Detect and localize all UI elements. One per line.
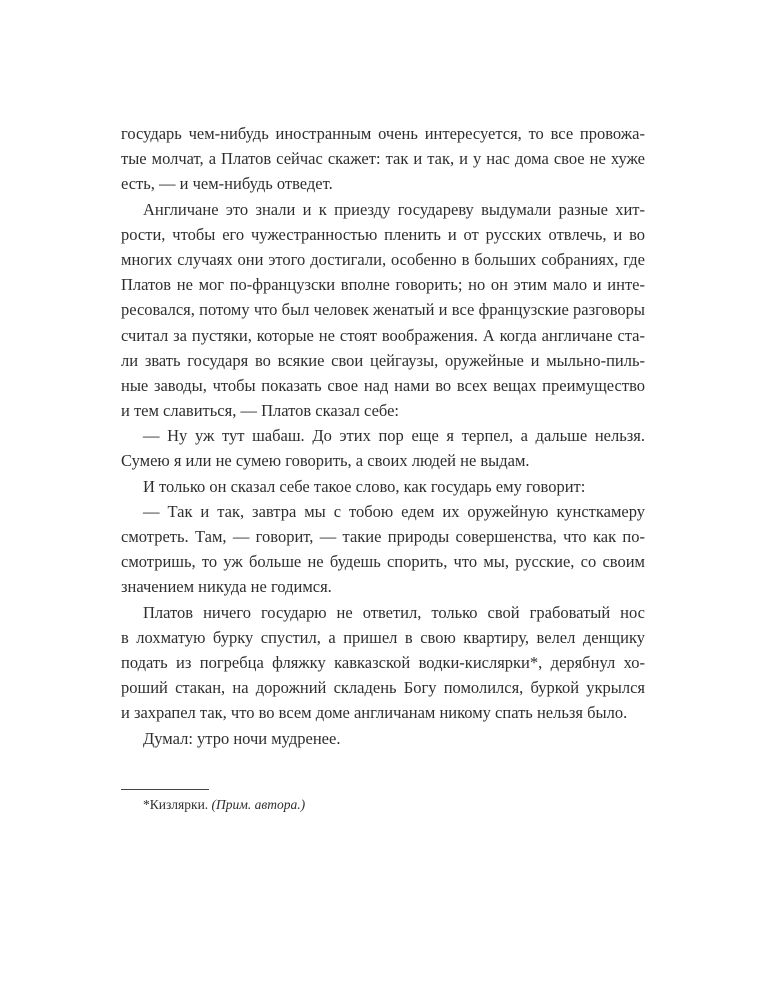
text-line: смотреть. Там, — говорит, — такие природы совершенства, что как по- <box>121 527 645 546</box>
text-line: Думал: утро ночи мудренее. <box>143 728 341 748</box>
text-line: тые молчат, а Платов сейчас скажет: так и так, и у нас дома свое не хуже <box>121 149 645 169</box>
paragraph <box>121 121 645 197</box>
footnote-divider <box>121 789 209 790</box>
text-line: значением никуда не годимся. <box>121 577 332 597</box>
paragraph <box>121 197 645 424</box>
paragraph <box>121 726 645 751</box>
text-line: Платов ничего государю не ответил, только свой грабоватый нос <box>143 602 645 622</box>
text-line: смотришь, то уж больше не будешь спорить, что мы, русские, со своим <box>121 552 645 572</box>
text-line: Англичане это знали и к приезду государеву выдумали разные хит- <box>143 199 645 219</box>
text-line: И только он сказал себе такое слово, как государь ему говорит: <box>143 476 586 496</box>
footnote-author-note: (Прим. автора.) <box>211 797 306 812</box>
text-line: Сумею я или не сумею говорить, а своих людей не выдам. <box>121 451 530 471</box>
text-line: Платов не мог по-французски вполне говорить; но он этим мало и инте- <box>121 275 645 295</box>
text-line: подать из погребца фляжку кавказской водки-кислярки*, дерябнул хо- <box>121 652 645 672</box>
text-line: и захрапел так, что во всем доме англичанам никому спать нельзя было. <box>121 703 628 723</box>
text-line: ресовался, потому что был человек женатый и все французские разговоры <box>121 300 645 320</box>
paragraph <box>121 474 645 499</box>
footnote <box>143 797 305 813</box>
text-line: в лохматую бурку спустил, а пришел в свою квартиру, велел денщику <box>121 627 645 647</box>
text-line: роший стакан, на дорожний складень Богу помолился, буркой укрылся <box>121 678 645 698</box>
text-line: есть, — и чем-нибудь отведет. <box>121 174 333 194</box>
body-text <box>121 121 645 751</box>
text-line: — Так и так, завтра мы с тобою едем их оружейную кунсткамеру <box>143 501 645 521</box>
text-line: рости, чтобы его чужестранностью пленить и от русских отвлечь, и во <box>121 224 645 244</box>
footnote-text: *Кизлярки. <box>143 797 209 812</box>
text-line: ли звать государя во всякие свои цейгаузы, оружейные и мыльно-пиль- <box>121 350 645 370</box>
paragraph <box>121 423 645 473</box>
text-line: государь чем-нибудь иностранным очень интересуется, то все провожа- <box>121 124 645 143</box>
text-line: ные заводы, чтобы показать свое над нами во всех вещах преимущество <box>121 375 645 395</box>
text-line: и тем славиться, — Платов сказал себе: <box>121 401 399 421</box>
text-line: считал за пустяки, которые не стоят воображения. А когда англичане ста- <box>121 325 645 345</box>
paragraph <box>121 499 645 600</box>
text-line: многих случаях они этого достигали, особенно в больших собраниях, где <box>121 249 645 269</box>
text-line: — Ну уж тут шабаш. До этих пор еще я терпел, а дальше нельзя. <box>143 426 645 446</box>
paragraph <box>121 600 645 726</box>
